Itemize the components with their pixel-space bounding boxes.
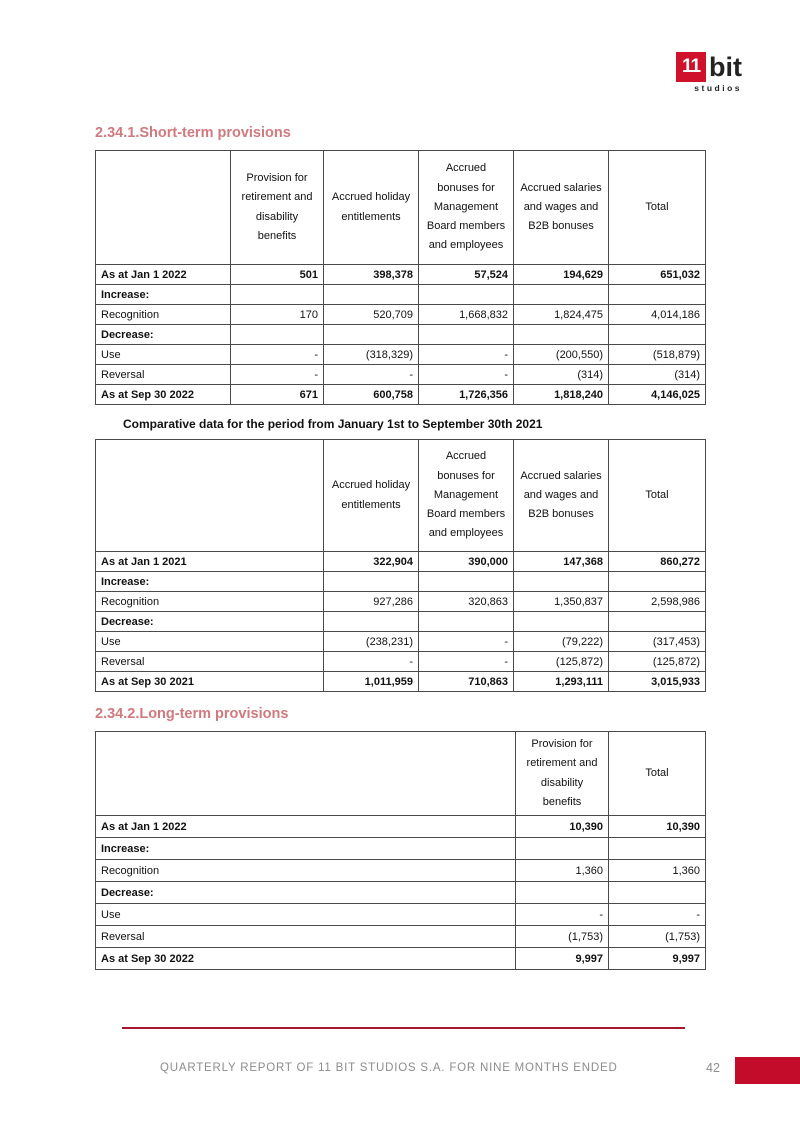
column-header: Provision for retirement and disability benefits	[516, 732, 609, 816]
table-row	[96, 285, 706, 305]
value-cell: 3,015,933	[609, 672, 706, 692]
value-cell: 520,709	[324, 305, 419, 325]
value-cell: 4,014,186	[609, 305, 706, 325]
value-cell: 194,629	[514, 265, 609, 285]
column-header: Total	[609, 151, 706, 265]
value-cell: 10,390	[516, 816, 609, 838]
row-label: Reversal	[96, 926, 516, 948]
table-row	[96, 592, 706, 612]
value-cell	[609, 285, 706, 305]
value-cell: -	[231, 365, 324, 385]
value-cell	[609, 838, 706, 860]
value-cell	[419, 612, 514, 632]
column-header: Total	[609, 440, 706, 552]
value-cell: 671	[231, 385, 324, 405]
logo-studios-text: studios	[694, 83, 742, 93]
value-cell	[514, 325, 609, 345]
value-cell: 1,818,240	[514, 385, 609, 405]
table-row	[96, 652, 706, 672]
row-label: As at Jan 1 2022	[96, 816, 516, 838]
row-label: Use	[96, 904, 516, 926]
value-cell: 57,524	[419, 265, 514, 285]
value-cell: 2,598,986	[609, 592, 706, 612]
value-cell: (1,753)	[609, 926, 706, 948]
table-row	[96, 838, 706, 860]
logo-11-icon: 11	[676, 52, 706, 82]
value-cell: 9,997	[609, 948, 706, 970]
value-cell: 710,863	[419, 672, 514, 692]
value-cell	[609, 882, 706, 904]
table-row	[96, 345, 706, 365]
table-row	[96, 632, 706, 652]
value-cell: (1,753)	[516, 926, 609, 948]
value-cell: 10,390	[609, 816, 706, 838]
row-label: Recognition	[96, 592, 324, 612]
row-label: Increase:	[96, 285, 231, 305]
page-content	[95, 125, 705, 970]
column-header: Accrued holiday entitlements	[324, 440, 419, 552]
heading-long-term-provisions: 2.34.2.Long-term provisions	[95, 706, 289, 722]
value-cell: -	[231, 345, 324, 365]
value-cell	[419, 285, 514, 305]
value-cell: (314)	[514, 365, 609, 385]
value-cell: -	[419, 652, 514, 672]
value-cell	[324, 612, 419, 632]
value-cell: 651,032	[609, 265, 706, 285]
column-header: Accrued salaries and wages and B2B bonuses	[514, 151, 609, 265]
value-cell: 1,824,475	[514, 305, 609, 325]
value-cell: (200,550)	[514, 345, 609, 365]
table-row	[96, 305, 706, 325]
value-cell: (125,872)	[514, 652, 609, 672]
value-cell: 398,378	[324, 265, 419, 285]
row-label: Use	[96, 632, 324, 652]
value-cell: 1,011,959	[324, 672, 419, 692]
value-cell: 1,726,356	[419, 385, 514, 405]
value-cell: 1,360	[609, 860, 706, 882]
value-cell	[609, 612, 706, 632]
value-cell: (317,453)	[609, 632, 706, 652]
value-cell: 147,368	[514, 552, 609, 572]
value-cell: (125,872)	[609, 652, 706, 672]
short-term-provisions-2021-table	[95, 439, 706, 692]
value-cell: 1,668,832	[419, 305, 514, 325]
value-cell: 320,863	[419, 592, 514, 612]
value-cell: (79,222)	[514, 632, 609, 652]
value-cell: -	[419, 365, 514, 385]
column-header: Accrued holiday entitlements	[324, 151, 419, 265]
table-row	[96, 552, 706, 572]
value-cell: (318,329)	[324, 345, 419, 365]
value-cell: 390,000	[419, 552, 514, 572]
footer-red-block	[735, 1057, 800, 1084]
value-cell: 600,758	[324, 385, 419, 405]
company-logo	[652, 52, 742, 93]
long-term-provisions-2022-table	[95, 731, 706, 970]
logo-bit-text: bit	[709, 51, 742, 82]
value-cell: 170	[231, 305, 324, 325]
table-row	[96, 926, 706, 948]
value-cell: 927,286	[324, 592, 419, 612]
row-label: Recognition	[96, 305, 231, 325]
row-label: As at Sep 30 2021	[96, 672, 324, 692]
table-row	[96, 948, 706, 970]
header-row	[96, 440, 706, 552]
value-cell: 501	[231, 265, 324, 285]
row-label: As at Sep 30 2022	[96, 948, 516, 970]
value-cell	[516, 882, 609, 904]
value-cell	[231, 325, 324, 345]
value-cell: -	[609, 904, 706, 926]
column-header: Accrued bonuses for Management Board members and employees	[419, 440, 514, 552]
row-label: As at Sep 30 2022	[96, 385, 231, 405]
row-label: Reversal	[96, 652, 324, 672]
column-header: Provision for retirement and disability benefits	[231, 151, 324, 265]
table-row	[96, 612, 706, 632]
table-row	[96, 882, 706, 904]
footer-divider-line	[122, 1027, 685, 1029]
table-row	[96, 325, 706, 345]
column-header	[96, 440, 324, 552]
value-cell	[419, 325, 514, 345]
row-label: Decrease:	[96, 612, 324, 632]
value-cell	[514, 285, 609, 305]
footer-page-number: 42	[706, 1061, 720, 1075]
value-cell	[516, 838, 609, 860]
value-cell: -	[516, 904, 609, 926]
table-row	[96, 860, 706, 882]
footer-report-title: QUARTERLY REPORT OF 11 BIT STUDIOS S.A. FOR NINE MONTHS ENDED	[160, 1062, 618, 1074]
heading-short-term-provisions: 2.34.1.Short-term provisions	[95, 125, 291, 141]
table-row	[96, 365, 706, 385]
table-row	[96, 265, 706, 285]
value-cell: -	[324, 652, 419, 672]
value-cell: 1,360	[516, 860, 609, 882]
row-label: Decrease:	[96, 882, 516, 904]
logo-top	[652, 52, 742, 82]
table-row	[96, 904, 706, 926]
value-cell	[514, 612, 609, 632]
value-cell	[609, 325, 706, 345]
value-cell: -	[419, 632, 514, 652]
value-cell: 1,293,111	[514, 672, 609, 692]
header-row	[96, 732, 706, 816]
value-cell: 1,350,837	[514, 592, 609, 612]
column-header: Accrued salaries and wages and B2B bonuses	[514, 440, 609, 552]
value-cell	[419, 572, 514, 592]
value-cell: 9,997	[516, 948, 609, 970]
value-cell: 322,904	[324, 552, 419, 572]
row-label: Increase:	[96, 838, 516, 860]
column-header	[96, 151, 231, 265]
table-row	[96, 672, 706, 692]
comparative-data-caption: Comparative data for the period from January 1st to September 30th 2021	[123, 417, 543, 431]
column-header	[96, 732, 516, 816]
value-cell	[324, 572, 419, 592]
header-row	[96, 151, 706, 265]
value-cell: 860,272	[609, 552, 706, 572]
row-label: Use	[96, 345, 231, 365]
column-header: Accrued bonuses for Management Board members and employees	[419, 151, 514, 265]
table-row	[96, 816, 706, 838]
row-label: Decrease:	[96, 325, 231, 345]
value-cell	[609, 572, 706, 592]
value-cell: (238,231)	[324, 632, 419, 652]
row-label: Increase:	[96, 572, 324, 592]
row-label: Recognition	[96, 860, 516, 882]
value-cell	[231, 285, 324, 305]
value-cell	[514, 572, 609, 592]
row-label: As at Jan 1 2022	[96, 265, 231, 285]
table-row	[96, 385, 706, 405]
value-cell: (518,879)	[609, 345, 706, 365]
value-cell: 4,146,025	[609, 385, 706, 405]
value-cell: -	[419, 345, 514, 365]
table-row	[96, 572, 706, 592]
short-term-provisions-2022-table	[95, 150, 706, 405]
column-header: Total	[609, 732, 706, 816]
value-cell: -	[324, 365, 419, 385]
row-label: Reversal	[96, 365, 231, 385]
value-cell	[324, 325, 419, 345]
row-label: As at Jan 1 2021	[96, 552, 324, 572]
value-cell	[324, 285, 419, 305]
value-cell: (314)	[609, 365, 706, 385]
